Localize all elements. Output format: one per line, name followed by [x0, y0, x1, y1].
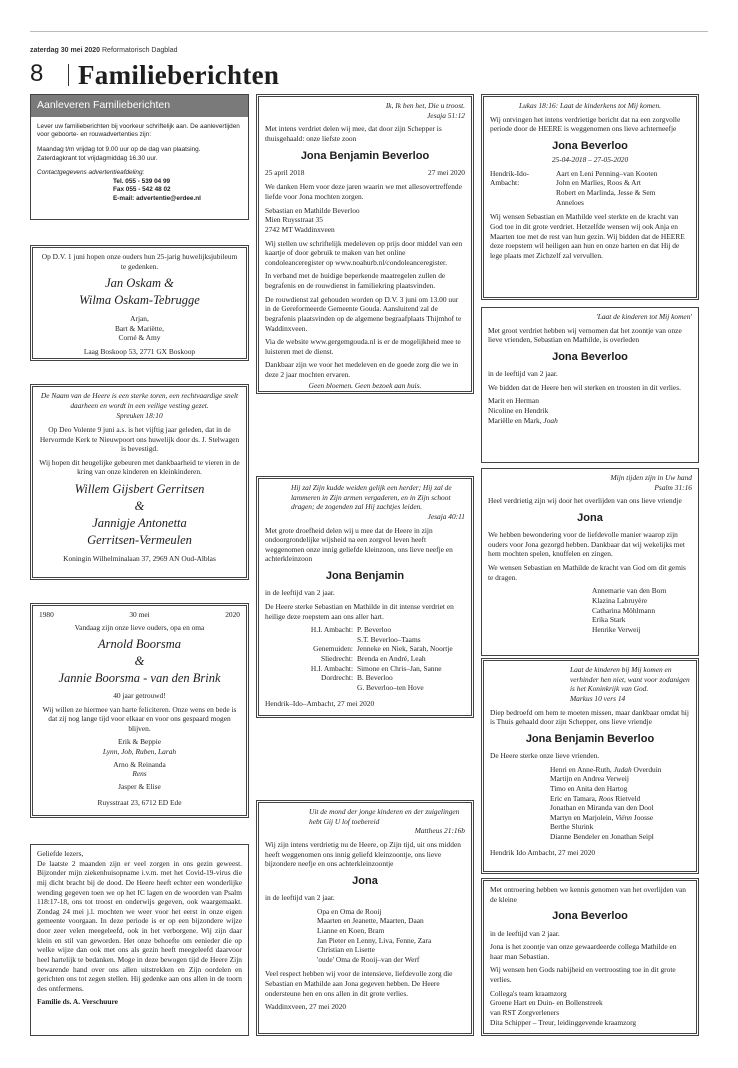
boorsma-intro: Vandaag zijn onze lieve ouders, opa en oma [74, 622, 205, 632]
grandparents-verse: Hij zal Zijn kudde weiden gelijk een herder; Hij zal de lammeren in Zijn armen vergaderen, en in Zijn schoot dragen; de zogenden zal Hij zachtjes leiden. [291, 483, 452, 512]
penning-family-line: Robert en Marlinda, Jesse & Sem [556, 188, 656, 198]
letter-body: De laatste 2 maanden zijn er veel zorgen in ons gezin geweest. Bijzonder mijn ziekenhuisopname i.v.m. met het Covid-19-virus die mij dicht bracht bij de dood. De Heere heeft echter een wonderlijke wending gegeven toen we op het IC lagen en de woorden van Psalm 118:17-18, ons tot troost en onderwijs gegeven, ook waargemaakt. Zondag 24 mei j.l. mochten we weer voor het eerst in onze eigen gemeente voorgaan. In deze periode is er op een bijzondere wijze door zeer velen meegeleefd, ook in het verborgene. Wij zijn daar klein en stil van geworden. Het onze behoefte om eenieder die op welke wijze dan ook met ons als gezin heeft meegeleefd daarvoor heel hartelijk te bedanken. Moge in deze bewogen tijd de Heere Zijn bewarende hand over ons allen uitstrekken en Zijn oordelen en gerichten ons tot zegen stellen. Hij gedenke aan ons allen in de toorn des ontfermens. [37, 858, 242, 993]
gerritsen-verse-ref: Spreuken 18:10 [116, 411, 163, 421]
ad-overduin [481, 658, 699, 874]
ad-boorsma [30, 603, 249, 818]
born-verse: Mijn tijden zijn in Uw hand [610, 473, 692, 482]
boorsma-family-1-kids: Lynn, Job, Ruben, Larah [102, 747, 177, 756]
ad-oskam [30, 245, 249, 361]
ad-friends [481, 307, 699, 463]
overduin-sig: Martyn en Marjolein, Viënn Joosse [550, 812, 654, 822]
born-sig: Erika Stark [592, 615, 626, 625]
friends-deceased-name: Jona Beverloo [552, 350, 628, 363]
born-intro: Heel verdrietig zijn wij door het overlijden van ons lieve vriendje [488, 496, 682, 506]
kraamzorg-p1: Jona is het zoontje van onze gewaardeerde collega Mathilde en haar man Sebastian. [490, 942, 677, 961]
kraamzorg-age: in de leeftijd van 2 jaar. [490, 928, 560, 938]
friends-sig-2: Nicoline en Hendrik [488, 406, 549, 416]
contact-label: Contactgegevens advertentieafdeling: [37, 169, 145, 177]
overduin-verse-ref: Markus 10 vers 14 [570, 693, 626, 703]
gerritsen-amp: & [134, 498, 145, 513]
gp2-family-line: 'oude' Oma de Rooij–van der Werf [317, 954, 420, 964]
gp2-family-line: Opa en Oma de Rooij [317, 906, 382, 916]
letter-salutation: Geliefde lezers, [37, 849, 84, 858]
oskam-name2: Wilma Oskam-Tebrugge [79, 293, 200, 308]
penning-verse: Lukas 18:16: Laat de kinderkens tot Mij komen. [518, 101, 662, 110]
gp-family-name: Brenda en André, Leah [357, 654, 426, 664]
ad-born-friends [481, 468, 699, 656]
boorsma-family-2-kids: Rens [132, 769, 147, 779]
header-divider [68, 64, 69, 86]
oskam-name1: Jan Oskam & [105, 276, 174, 291]
boorsma-name1: Arnold Boorsma [98, 637, 181, 652]
penning-family-line: Aart en Leni Penning–van Kooten [556, 168, 658, 178]
boorsma-year2: 2020 [225, 610, 240, 619]
overduin-sig: Martijn en Andrea Verweij [550, 774, 629, 784]
parents-verse: Ik, Ik ben het, Die u troost. [385, 101, 465, 110]
parents-p1: Wij stellen uw schriftelijk medeleven op prijs door middel van een kaartje of door gebruik te maken van het online condoleanceregister op www.noahurb.nl/condoleanceregister. [265, 238, 463, 267]
penning-family-line: John en Marlies, Roos & Art [556, 178, 641, 188]
gerritsen-address: Koningin Wilhelminalaan 37, 2969 AN Oud-Alblas [63, 553, 216, 563]
boorsma-day: 30 mei [129, 610, 150, 619]
gp2-family-line: Lianne en Koen, Bram [317, 925, 385, 935]
contact-tel: Tel. 055 - 539 04 99 [113, 177, 171, 185]
born-sig: Catharina Möhlmann [592, 605, 656, 615]
page-number: 8 [30, 60, 44, 87]
ad-penning [481, 94, 699, 300]
gp2-place: Waddinxveen, 27 mei 2020 [265, 1002, 347, 1012]
grandparents-verse-ref: Jesaja 40:11 [427, 511, 465, 521]
parents-verse-ref: Jesaja 51:12 [427, 110, 465, 120]
parents-sig-names: Sebastian en Mathilde Beverloo [265, 205, 360, 215]
kraamzorg-intro: Met ontroering hebben we kennis genomen van het overlijden van de kleine [490, 885, 686, 904]
kraamzorg-deceased-name: Jona Beverloo [552, 910, 628, 923]
friends-sig-3-kid: Joah [543, 415, 558, 425]
ad-gerritsen [30, 384, 249, 580]
aanleveren-title: Aanleveren Familieberichten [31, 95, 248, 117]
overduin-sig: Eric en Tamara, Roos Rietveld [550, 793, 641, 803]
gp2-family-line: Christian en Lisette [317, 945, 375, 955]
aanleveren-time-weekday: Maandag t/m vrijdag tot 9.00 uur op de dag van plaatsing. [37, 145, 201, 153]
gerritsen-name3: Gerritsen-Vermeulen [87, 532, 192, 547]
ad-grandparents2 [256, 800, 474, 1036]
born-verse-ref: Psalm 31:16 [654, 482, 692, 492]
parents-p3: De rouwdienst zal gehouden worden op D.V. 3 juni om 13.00 uur in de Gereformeerde Gemeente Gouda. Aansluitend zal de begrafenis plaatsvinden op de algemene begraafplaats Thijmhof te Waddinxveen. [265, 294, 462, 333]
parents-p4: Via de website www.gergemgouda.nl is er de mogelijkheid mee te luisteren met de dienst. [265, 337, 461, 356]
header-rule [30, 31, 708, 32]
parents-closing: Geen bloemen. Geen bezoek aan huis. [308, 380, 422, 390]
gp2-verse-ref: Mattheus 21:16b [414, 826, 465, 836]
gp-family-place: Dordrecht: [320, 673, 353, 683]
kraamzorg-sig: Dita Schipper – Treur, leidinggevende kraamzorg [490, 1017, 637, 1027]
gp-family-name: Simone en Chris–Jan, Sanne [357, 663, 442, 673]
penning-deceased-name: Jona Beverloo [552, 139, 628, 152]
kraamzorg-sig: van RST Zorgverleners [490, 1007, 560, 1017]
overduin-place: Hendrik Ido Ambacht, 27 mei 2020 [490, 847, 596, 857]
aanleveren-intro: Lever uw familieberichten bij voorkeur schriftelijk aan. De aanlevertijden voor geboorte- en rouwadvertenties zijn: [37, 122, 240, 139]
gp-family-place [265, 683, 353, 693]
boorsma-married: 40 jaar getrouwd! [113, 690, 166, 700]
gerritsen-p1: Op Deo Volente 9 juni a.s. is het vijftig jaar geleden, dat in de Hervormde Kerk te Nieuwpoort ons huwelijk door ds. J. Stelwagen is bevestigd. [39, 424, 240, 454]
grandparents-deceased-name: Jona Benjamin [325, 570, 405, 582]
boorsma-wish: Wij willen ze hiermee van harte feliciteren. Onze wens en bede is dat zij nog lange tijd voor elkaar en voor ons gespaard mogen blijven. [42, 704, 237, 733]
oskam-intro: Op D.V. 1 juni hopen onze ouders hun 25-jarig huwelijksjubileum te gedenken. [41, 252, 238, 271]
kraamzorg-p2: Wij wensen hen Gods nabijheid en vertroosting toe in dit grote verlies. [490, 965, 676, 985]
born-sig: Henrike Verweij [592, 624, 641, 634]
gp2-deceased-name: Jona [352, 874, 378, 887]
grandparents-age: in de leeftijd van 2 jaar. [265, 588, 335, 598]
parents-sig-street: Mien Ruysstraat 35 [265, 215, 323, 225]
overduin-sig: Dianne Bendeler en Jonathan Seipl [550, 832, 654, 842]
boorsma-year1: 1980 [39, 610, 54, 619]
parents-thanks: We danken Hem voor deze jaren waarin we met allesovertreffende liefde voor Jona mochten zorgen. [265, 182, 462, 202]
gp2-family-line: Maarten en Jeanette, Maarten, Daan [317, 916, 424, 926]
ad-grandparents [256, 476, 474, 718]
parents-born: 25 april 2018 [265, 167, 305, 177]
contact-fax: Fax 055 - 542 48 02 [113, 186, 171, 194]
section-title: Familieberichten [78, 60, 280, 90]
penning-p1: Wij wensen Sebastian en Mathilde veel sterkte en de kracht van God toe in dit grote verdriet. Hetzelfde wensen wij ook Anja en Maarten toe met de rest van hun gezin. Wij bidden dat de HEERE deze roepstem wil heiligen aan hun en onze harten en dat Hij de lege plaats met Zichzelf zal vervullen. [490, 212, 685, 260]
born-deceased-name: Jona [577, 511, 603, 524]
penning-family-line: Anneloes [556, 197, 584, 207]
overduin-intro: Diep bedroefd om hem te moeten missen, maar dankbaar omdat hij is Thuis gehaald door zijn Schepper, ons lieve vriendje [490, 707, 689, 727]
ad-parents [256, 94, 474, 394]
gp-family-place: Genemuiden: [313, 644, 353, 654]
oskam-child-2: Bart & Mariëtte, [114, 323, 165, 333]
friends-age: in de leeftijd van 2 jaar. [488, 369, 558, 379]
penning-dates: 25-04-2018 – 27-05-2020 [551, 155, 629, 165]
gp-family-name: P. Beverloo [357, 625, 392, 635]
gerritsen-name2: Jannigje Antonetta [92, 515, 187, 530]
overduin-sig: Berthe Slurink [550, 822, 594, 832]
ad-kraamzorg [481, 878, 699, 1036]
penning-intro: Wij ontvingen het intens verdrietige bericht dat na een zorgvolle periode door de HEERE is weggenomen ons lieve achterneefje [490, 114, 681, 134]
grandparents-p1: De Heere sterke Sebastian en Mathilde in dit intense verdriet en heilige deze roepstem aan ons aller hart. [265, 601, 454, 621]
born-sig: Annemarie van den Born [592, 586, 667, 596]
boorsma-family-2: Arno & Reinanda [113, 759, 166, 769]
penning-place: Hendrik-Ido-Ambacht: [490, 168, 529, 188]
gp2-age: in de leeftijd van 2 jaar. [265, 893, 335, 903]
gp-family-name: G. Beverloo–ten Hove [357, 682, 424, 692]
overduin-p1: De Heere sterke onze lieve vrienden. [490, 751, 600, 761]
gerritsen-verse: De Naam van de Heere is een sterke toren, een rechtvaardige snelt daarheen en wordt in een veilige vesting gezet. [40, 391, 239, 410]
masthead: zaterdag 30 mei 2020 Reformatorisch Dagblad [30, 47, 178, 54]
grandparents-place: Hendrik–Ido–Ambacht, 27 mei 2020 [265, 698, 375, 708]
gp-family-name: S.T. Beverloo–Taams [357, 634, 421, 644]
overduin-sig: Henri en Anne-Ruth, Judah Overduin [550, 764, 662, 774]
gp2-p1: Veel respect hebben wij voor de intensieve, liefdevolle zorg die Sebastian en Mathilde aan Jona gegeven hebben. De Heere ondersteune hen en ons allen in dit grote verlies. [265, 969, 453, 998]
aanleveren-time-saturday: Zaterdagkrant tot vrijdagmiddag 16.30 uur. [37, 154, 158, 162]
gp2-verse: Uit de mond der jonge kinderen en der zuigelingen hebt Gij U lof toebereid [309, 807, 460, 826]
born-sig: Klazina Labruyère [592, 595, 648, 605]
contact-email[interactable]: E-mail: advertentie@erdee.nl [113, 195, 201, 203]
gp-family-place: H.I. Ambacht: [310, 663, 353, 673]
grandparents-intro: Met grote droefheid delen wij u mee dat de Heere in zijn ondoorgrondelijke wijsheid na een zorgvol leven heeft weggenomen onze innig geliefde kleinzoon, ons lieve neefje en achterkleinzoon [265, 525, 453, 564]
friends-verse: 'Laat de kinderen tot Mij komen' [596, 312, 692, 321]
gp-family-place: Sliedrecht: [320, 654, 353, 664]
letter-signature: Familie ds. A. Verschuure [37, 997, 118, 1007]
gp-family-place [265, 635, 353, 645]
boorsma-family-3: Jasper & Elise [118, 781, 161, 791]
parents-deceased-name: Jona Benjamin Beverloo [300, 149, 430, 162]
overduin-deceased-name: Jona Benjamin Beverloo [525, 732, 655, 745]
friends-intro: Met groot verdriet hebben wij vernomen dat het zoontje van onze lieve vrienden, Sebastian en Mathilde, is overleden [488, 325, 682, 345]
gerritsen-p2: Wij hopen dit heugelijke gebeuren met dankbaarheid te vieren in de kring van onze kinderen en kleinkinderen. [39, 457, 240, 477]
friends-p1: We bidden dat de Heere hen wil sterken en troosten in dit verlies. [488, 382, 681, 392]
gp-family-name: Jenneke en Niek, Sarah, Noortje [357, 644, 453, 654]
kraamzorg-sig: Groene Hart en Duin- en Bollenstreek [490, 998, 603, 1008]
gp2-family-line: Jan Pieter en Lenny, Liva, Fenne, Zara [317, 935, 432, 945]
parents-p5: Dankbaar zijn we voor het medeleven en de goede zorg die we in deze 2 jaar mochten ervaren. [265, 360, 459, 380]
oskam-child-3: Corné & Amy [118, 333, 161, 343]
gerritsen-name1: Willem Gijsbert Gerritsen [74, 482, 205, 496]
boorsma-family-1: Erik & Beppie [117, 737, 162, 747]
parents-p2: In verband met de huidige beperkende maatregelen zullen de begrafenis en de rouwdienst in familiekring plaatsvinden. [265, 271, 446, 291]
parents-sig-city: 2742 MT Waddinxveen [265, 224, 335, 234]
parents-intro: Met intens verdriet delen wij mee, dat door zijn Schepper is thuisgehaald: onze liefste zoon [265, 124, 442, 143]
ad-letter [30, 844, 249, 1036]
oskam-address: Laag Boskoop 53, 2771 GX Boskoop [83, 346, 196, 356]
gp2-intro: Wij zijn intens verdrietig nu de Heere, op Zijn tijd, uit ons midden heeft weggenomen ons innig geliefd kleinzoontje, ons lieve bijzondere neefje en ons achterkleinzoontje [265, 839, 461, 869]
boorsma-name2: Jannie Boorsma - van den Brink [58, 671, 221, 685]
born-p1: We hebben bewondering voor de liefdevolle manier waarop zijn ouders voor Jona gezorgd hebben. Dankbaar dat wij wekelijks met hem mochten spelen, knuffelen en zingen. [488, 530, 685, 559]
boorsma-address: Ruysstraat 23, 6712 ED Ede [97, 797, 182, 807]
born-p2: We wensen Sebastian en Mathilde de kracht van God om dit gemis te dragen. [488, 563, 686, 582]
parents-died: 27 mei 2020 [428, 167, 465, 177]
overduin-verse: Laat de kinderen bij Mij komen en verhinder hen niet, want voor zodanigen is het Koninkrijk van God. [570, 665, 690, 694]
gp-family-place: H.I. Ambacht: [310, 625, 353, 635]
kraamzorg-sig: Collega's team kraamzorg [490, 988, 567, 998]
aanleveren-box [30, 94, 249, 220]
oskam-child-1: Arjan, [130, 314, 149, 323]
friends-sig-1: Marit en Herman [488, 396, 539, 406]
boorsma-amp: & [134, 654, 145, 669]
overduin-sig: Timo en Anita den Hartog [550, 783, 628, 793]
overduin-sig: Jonathan en Miranda van den Dool [550, 803, 654, 813]
gp-family-name: B. Beverloo [357, 673, 393, 683]
friends-sig-3: Mariëlle en Mark, Joah [488, 415, 558, 425]
